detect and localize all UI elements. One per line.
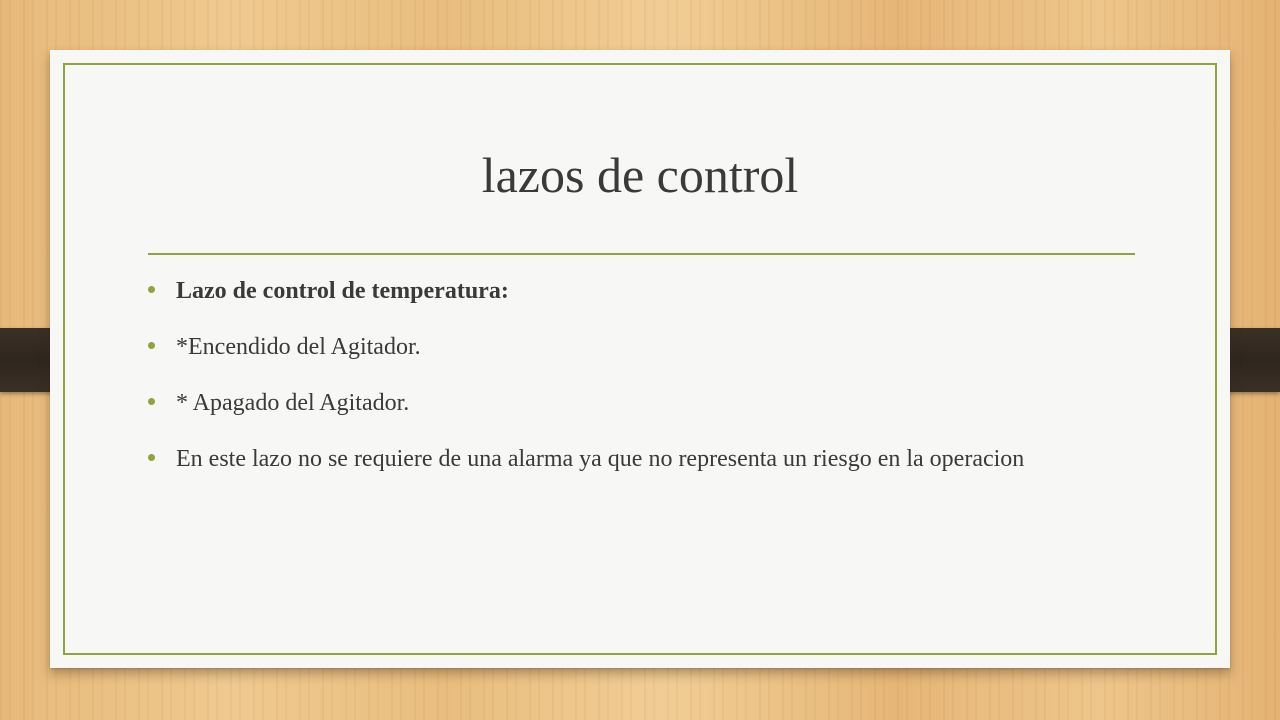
bullet-dot-icon xyxy=(148,342,155,349)
bullet-list xyxy=(148,276,1138,500)
bullet-item xyxy=(148,388,1138,418)
bullet-text: Lazo de control de temperatura: xyxy=(176,278,509,304)
title-divider xyxy=(148,253,1135,255)
bullet-text: En este lazo no se requiere de una alarma ya que no representa un riesgo en la operacion xyxy=(176,446,1025,472)
bullet-text: * Apagado del Agitador. xyxy=(176,390,410,416)
bullet-item xyxy=(148,332,1138,362)
bullet-item xyxy=(148,444,1138,474)
bullet-dot-icon xyxy=(148,286,155,293)
slide-title: lazos de control xyxy=(481,147,799,203)
bullet-text: *Encendido del Agitador. xyxy=(176,334,421,360)
bullet-item xyxy=(148,276,1138,306)
bullet-dot-icon xyxy=(148,454,155,461)
bullet-dot-icon xyxy=(148,398,155,405)
